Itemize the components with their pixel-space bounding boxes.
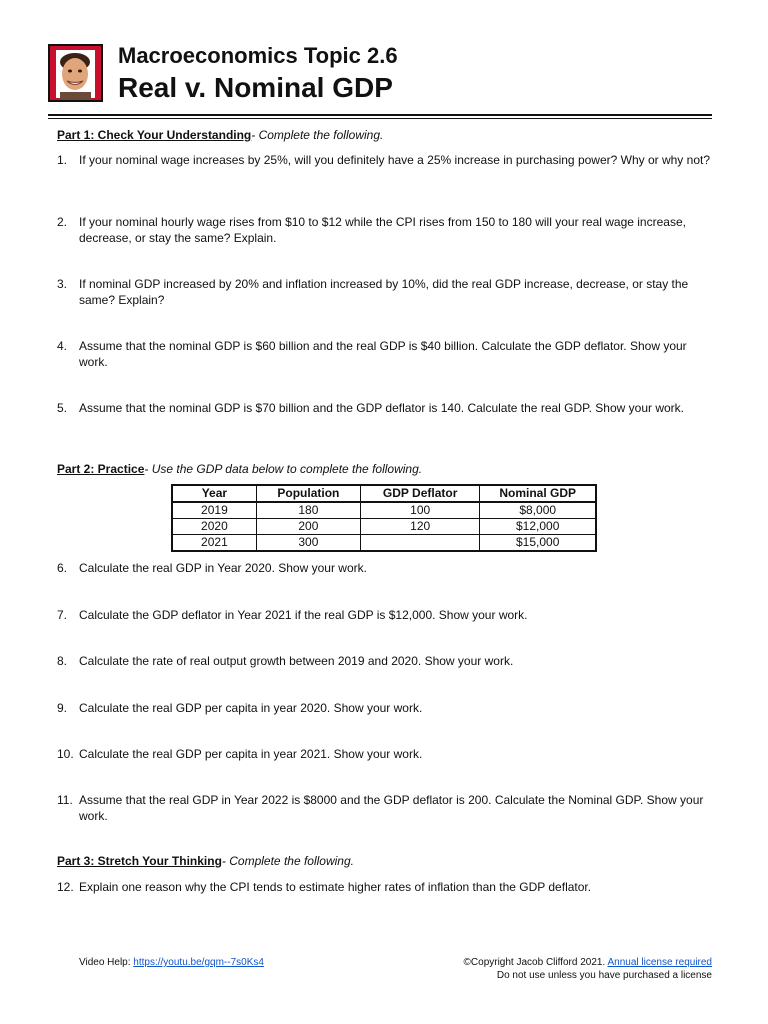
table-cell: $8,000 [480,502,596,519]
question-number: 10. [57,747,74,761]
question-number: 9. [57,701,68,715]
gdp-data-table [171,484,597,552]
question-text: Calculate the real GDP in Year 2020. Show your work. [79,561,367,575]
table-header-row [172,485,596,502]
question-number: 11. [57,793,73,807]
question-text: Calculate the real GDP per capita in year 2021. Show your work. [79,747,423,761]
part3-instruction: - Complete the following. [221,854,354,868]
question-text: Assume that the nominal GDP is $70 billion and the GDP deflator is 140. Calculate the real GDP. Show your work. [79,401,684,415]
question-number: 1. [57,153,68,167]
question-item [57,792,717,824]
table-cell: 180 [256,502,360,519]
header-divider-thin [48,118,712,119]
question-item [57,214,717,246]
footer-video-help [79,956,264,969]
question-number: 6. [57,561,68,575]
question-number: 4. [57,339,68,353]
question-number: 2. [57,215,68,229]
table-row [172,519,596,535]
table-cell: 120 [360,519,479,535]
question-number: 12. [57,880,74,894]
part2-label: Part 2: Practice [57,462,145,476]
question-item [57,400,717,416]
part3-heading [57,854,354,869]
author-avatar [48,44,103,102]
table-cell: 200 [256,519,360,535]
question-number: 7. [57,608,68,622]
table-cell: 2019 [172,502,256,519]
topic-subtitle: Macroeconomics Topic 2.6 [118,43,398,68]
video-help-label: Video Help: [79,957,134,968]
license-notice: Do not use unless you have purchased a license [496,970,712,981]
question-item [57,152,717,168]
table-cell: 2020 [172,519,256,535]
question-number: 8. [57,654,68,668]
copyright-text: ©Copyright Jacob Clifford 2021. [463,957,608,968]
table-row [172,535,596,552]
question-text: If your nominal wage increases by 25%, will you definitely have a 25% increase in purchasing power? Why or why not? [79,153,710,167]
question-text: Assume that the real GDP in Year 2022 is $8000 and the GDP deflator is 200. Calculate the Nominal GDP. Show your work. [79,793,704,823]
table-cell: 100 [360,502,479,519]
author-photo-icon [50,46,101,100]
question-text: If your nominal hourly wage rises from $10 to $12 while the CPI rises from 150 to 180 will your real wage increase, decrease, or stay the same? Explain. [79,215,686,245]
table-cell: $12,000 [480,519,596,535]
page-title: Real v. Nominal GDP [118,72,393,103]
part1-label: Part 1: Check Your Understanding [57,128,252,142]
question-text: Calculate the rate of real output growth between 2019 and 2020. Show your work. [79,654,514,668]
footer-copyright [464,956,712,982]
table-cell [360,535,479,552]
table-cell: $15,000 [480,535,596,552]
page-header [48,44,712,116]
question-item [57,560,717,576]
column-header-gdp-deflator: GDP Deflator [360,485,479,502]
column-header-population: Population [256,485,360,502]
question-item [57,338,717,370]
question-item [57,276,717,308]
part2-heading [57,462,422,477]
question-text: If nominal GDP increased by 20% and inflation increased by 10%, did the real GDP increase, decrease, or stay the same? Explain? [79,277,689,307]
question-text: Calculate the GDP deflator in Year 2021 if the real GDP is $12,000. Show your work. [79,608,528,622]
header-divider-thick [48,114,712,116]
column-header-year: Year [172,485,256,502]
table-cell: 300 [256,535,360,552]
part2-instruction: - Use the GDP data below to complete the following. [144,462,423,476]
question-item [57,700,717,716]
question-item [57,746,717,762]
question-text: Calculate the real GDP per capita in year 2020. Show your work. [79,701,423,715]
question-item [57,607,717,623]
question-number: 3. [57,277,68,291]
question-text: Assume that the nominal GDP is $60 billion and the real GDP is $40 billion. Calculate the GDP deflator. Show your work. [79,339,687,369]
question-item [57,653,717,669]
part1-instruction: - Complete the following. [251,128,384,142]
license-link[interactable]: Annual license required [607,957,712,968]
part1-heading [57,128,383,143]
part3-label: Part 3: Stretch Your Thinking [57,854,222,868]
question-text: Explain one reason why the CPI tends to estimate higher rates of inflation than the GDP deflator. [79,880,592,894]
question-item [57,879,717,895]
question-number: 5. [57,401,68,415]
video-help-link[interactable]: https://youtu.be/gqm--7s0Ks4 [133,957,264,968]
table-cell: 2021 [172,535,256,552]
column-header-nominal-gdp: Nominal GDP [480,485,596,502]
table-row [172,502,596,519]
